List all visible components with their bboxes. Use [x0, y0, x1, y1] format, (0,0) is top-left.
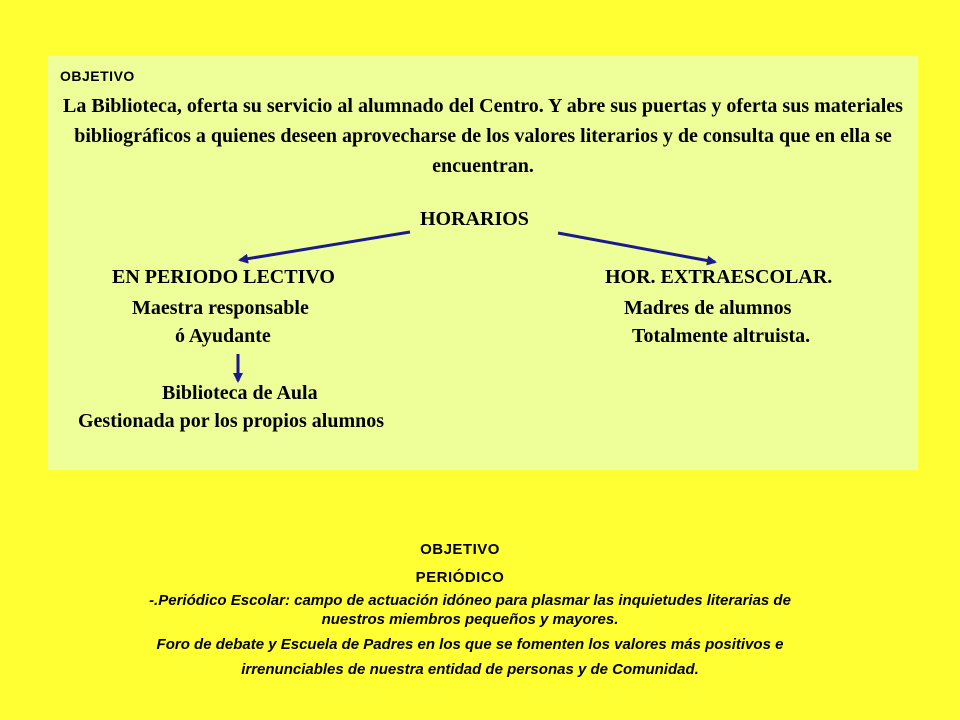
extraescolar-line2: Totalmente altruista.: [632, 325, 811, 347]
periodico-line1: -.Periódico Escolar: campo de actuación idóneo para plasmar las inquietudes literarias de: [149, 592, 791, 609]
arrow-to-extraescolar: [558, 233, 715, 262]
extraescolar-title: HOR. EXTRAESCOLAR.: [605, 266, 833, 288]
horarios-heading: HORARIOS: [420, 208, 529, 230]
lectivo-line1: Maestra responsable: [132, 297, 309, 319]
extraescolar-line1: Madres de alumnos: [624, 297, 792, 319]
aula-line2: Gestionada por los propios alumnos: [78, 410, 385, 432]
aula-line1: Biblioteca de Aula: [162, 382, 318, 404]
periodico-line3: Foro de debate y Escuela de Padres en los que se fomenten los valores más positivos e: [156, 636, 784, 653]
bottom-title-objetivo: objetivo: [420, 534, 500, 559]
bottom-title-periodico: periódico: [415, 562, 505, 587]
lectivo-line2: ó Ayudante: [175, 325, 271, 347]
periodico-line4: irrenunciables de nuestra entidad de personas y de Comunidad.: [241, 661, 699, 678]
panel-heading: objetivo: [60, 64, 135, 86]
lectivo-title: EN PERIODO LECTIVO: [112, 266, 335, 288]
library-intro-text: La Biblioteca, oferta su servicio al alumnado del Centro. Y abre sus puertas y oferta sus materiales bibliográficos a quienes deseen aprovecharse de los valores literarios y de consulta que en ella se encuentran.: [63, 95, 903, 177]
periodico-line2: nuestros miembros pequeños y mayores.: [321, 611, 619, 628]
arrow-to-lectivo: [240, 232, 410, 260]
